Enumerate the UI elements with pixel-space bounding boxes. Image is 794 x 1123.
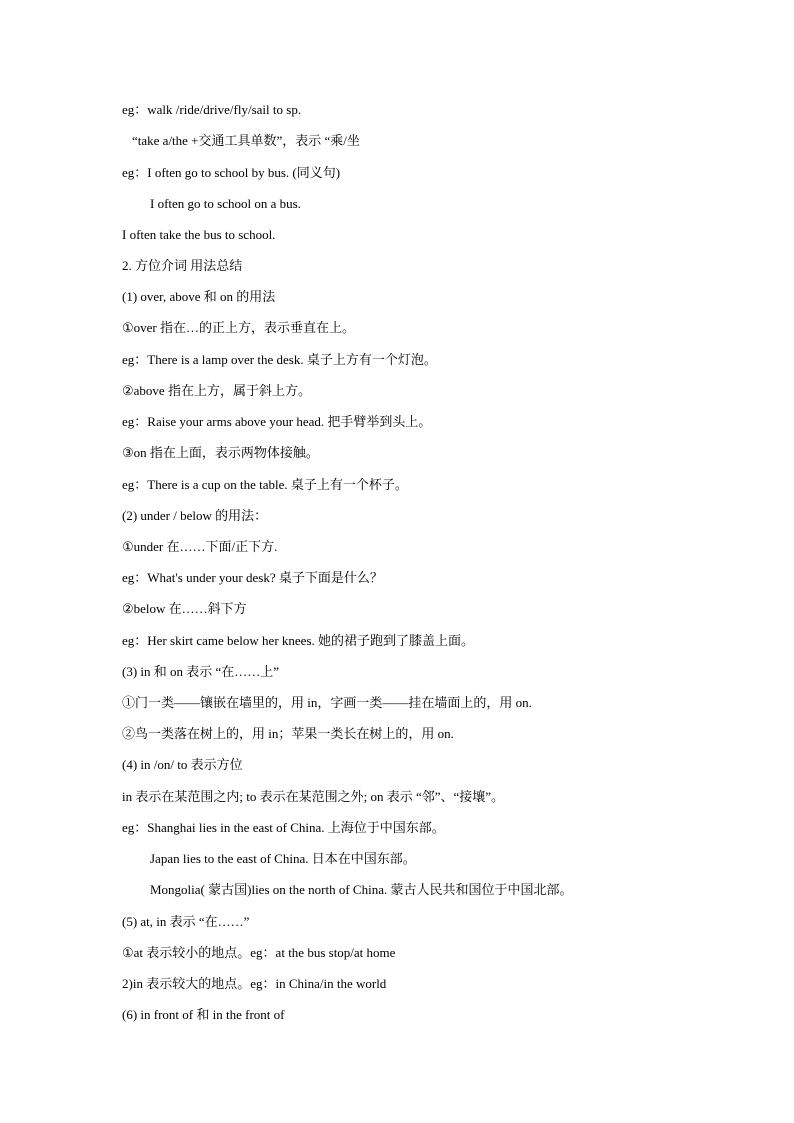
section-heading: 2. 方位介词 用法总结: [122, 258, 243, 273]
text-line: in 表示在某范围之内; to 表示在某范围之外; on 表示 “邻”、“接壤”。: [122, 789, 505, 804]
text-line: ①over 指在…的正上方，表示垂直在上。: [122, 320, 356, 335]
text-line: ①门一类——镶嵌在墙里的，用 in，字画一类——挂在墙面上的，用 on.: [122, 695, 532, 710]
text-line: eg：I often go to school by bus. (同义句): [122, 165, 341, 180]
text-line: eg：What's under your desk? 桌子下面是什么？: [122, 570, 383, 585]
text-line: ②below 在……斜下方: [122, 601, 247, 616]
text-line: 2)in 表示较大的地点。eg：in China/in the world: [122, 976, 387, 991]
text-line: ①at 表示较小的地点。eg：at the bus stop/at home: [122, 945, 396, 960]
text-line: Mongolia( 蒙古国)lies on the north of China. 蒙古人民共和国位于中国北部。: [150, 882, 573, 897]
text-line: ①under 在……下面/正下方.: [122, 539, 278, 554]
subsection-heading: (1) over, above 和 on 的用法: [122, 289, 276, 304]
text-line: ③on 指在上面，表示两物体接触。: [122, 445, 319, 460]
text-line: ②above 指在上方，属于斜上方。: [122, 383, 311, 398]
subsection-heading: (2) under / below 的用法：: [122, 508, 268, 523]
text-line: I often go to school on a bus.: [150, 196, 301, 211]
text-line: ②鸟一类落在树上的，用 in；苹果一类长在树上的，用 on.: [122, 726, 454, 741]
text-line: eg：walk /ride/drive/fly/sail to sp.: [122, 102, 302, 117]
subsection-heading: (6) in front of 和 in the front of: [122, 1007, 285, 1022]
text-line: eg：There is a cup on the table. 桌子上有一个杯子。: [122, 477, 408, 492]
text-line: eg：There is a lamp over the desk. 桌子上方有一个灯泡。: [122, 352, 437, 367]
text-line: I often take the bus to school.: [122, 227, 276, 242]
subsection-heading: (3) in 和 on 表示 “在……上”: [122, 664, 280, 679]
text-line: eg：Her skirt came below her knees. 她的裙子跑到了膝盖上面。: [122, 633, 475, 648]
text-line: “take a/the +交通工具单数”，表示 “乘/坐: [132, 133, 360, 148]
text-line: eg：Raise your arms above your head. 把手臂举到头上。: [122, 414, 432, 429]
subsection-heading: (4) in /on/ to 表示方位: [122, 757, 243, 772]
text-line: Japan lies to the east of China. 日本在中国东部。: [150, 851, 416, 866]
text-line: eg：Shanghai lies in the east of China. 上海位于中国东部。: [122, 820, 445, 835]
subsection-heading: (5) at, in 表示 “在……”: [122, 914, 250, 929]
